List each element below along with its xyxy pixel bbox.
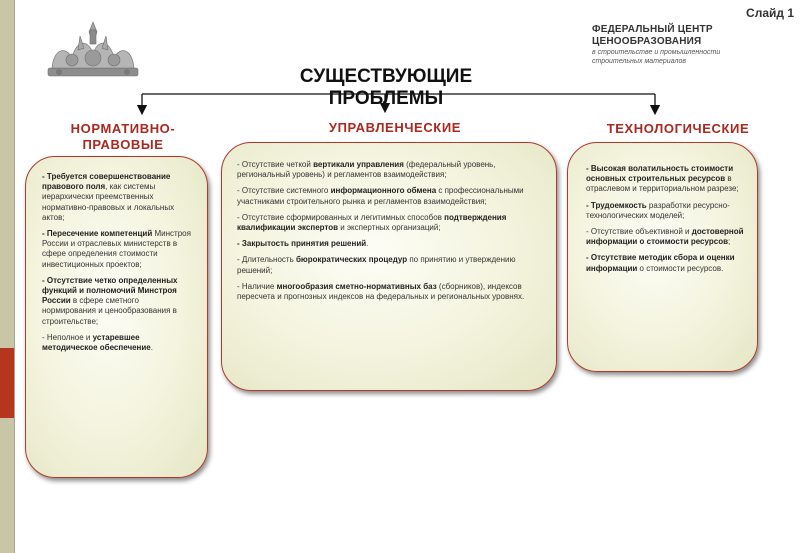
list-item: - Отсутствие объективной и достоверной информации о стоимости ресурсов;	[586, 227, 744, 247]
org-subtitle-line1: в строительстве и промышленности	[592, 49, 721, 56]
sidebar-accent	[0, 348, 14, 418]
list-item: - Закрытость принятия решений.	[237, 239, 369, 249]
sidebar-divider	[14, 0, 15, 553]
list-item: - Трудоемкость разработки ресурсно-технологических моделей;	[586, 200, 730, 220]
list-item: - Отсутствие четкой вертикали управления (федеральный уровень, региональный уровень) и регламентов взаимодействия;	[237, 160, 496, 180]
list-item: - Наличие многообразия сметно-нормативных баз (сборников), индексов пересчета и прогнозных индексов на федеральных и региональных уровнях.	[237, 281, 525, 302]
list-item: - Отсутствие методик сбора и оценки информации о стоимости ресурсов.	[586, 253, 735, 273]
heading-legal-line2: ПРАВОВЫЕ	[82, 137, 164, 152]
emblem-icon	[44, 18, 142, 80]
org-name-line1: ФЕДЕРАЛЬНЫЙ ЦЕНТР	[592, 24, 713, 35]
list-item: - Длительность бюрократических процедур по принятию и утверждению решений;	[237, 255, 516, 275]
title-line2: ПРОБЛЕМЫ	[328, 88, 444, 106]
technological-problems-box	[567, 142, 758, 372]
list-item: - Отсутствие системного информационного обмена с профессиональными участниками строительного рынка и регламентов взаимодействия;	[237, 186, 524, 206]
heading-legal-line1: НОРМАТИВНО-	[70, 121, 176, 136]
list-item: - Высокая волатильность стоимости основных строительных ресурсов в отраслевом и территориальном разрезе;	[586, 164, 739, 194]
heading-technological: ТЕХНОЛОГИЧЕСКИЕ	[606, 121, 750, 136]
org-subtitle-line2: строительных материалов	[592, 58, 687, 65]
heading-management: УПРАВЛЕНЧЕСКИЕ	[328, 120, 462, 133]
organization-block	[592, 24, 792, 66]
slide-number: Слайд 1	[746, 6, 794, 20]
list-item: - Пересечение компетенций Минстроя России и отраслевых министерств в сфере определения стоимости инвестиционных проектов;	[42, 229, 191, 269]
list-item: - Отсутствие четко определенных функций и полномочий Минстроя России в сфере сметного нормирования и ценообразования в строительстве;	[42, 275, 178, 326]
left-sidebar-bar	[0, 0, 14, 553]
heading-legal	[52, 121, 194, 153]
management-problems-box	[221, 142, 557, 391]
org-name-line2: ЦЕНООБРАЗОВАНИЯ	[592, 36, 702, 47]
list-item: - Требуется совершенствование правового поля, как системы иерархически преемственных нормативно-правовых и локальных актов;	[42, 172, 175, 222]
slide-title	[262, 66, 510, 110]
legal-problems-box	[25, 156, 208, 478]
title-line1: СУЩЕСТВУЮЩИЕ	[299, 66, 473, 87]
list-item: - Отсутствие сформированных и легитимных способов подтверждения квалификации экспертов и экспертных организаций;	[237, 212, 507, 233]
list-item: - Неполное и устаревшее методическое обеспечение.	[42, 332, 153, 353]
